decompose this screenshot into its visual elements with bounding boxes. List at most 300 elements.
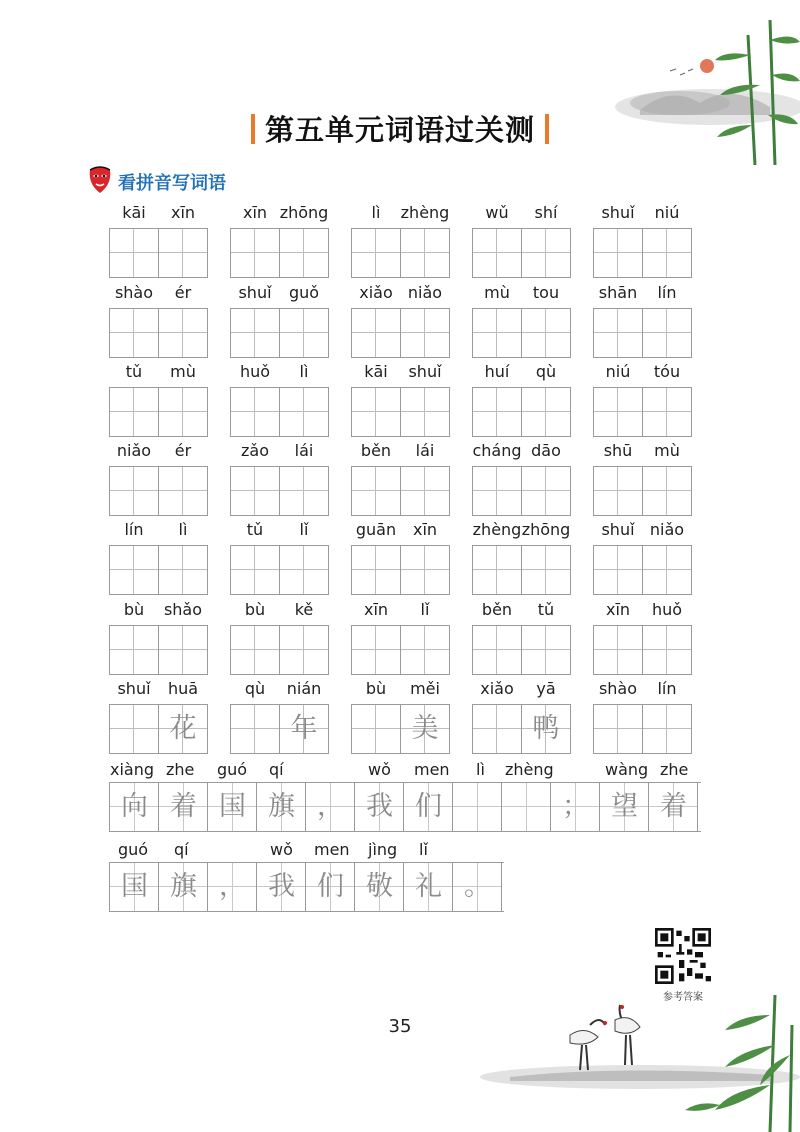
hint-character: 鸭 (532, 713, 560, 744)
writing-box[interactable] (472, 228, 522, 278)
word-exercise (351, 362, 451, 434)
pinyin-syllable: mù (654, 441, 680, 460)
writing-box[interactable] (230, 545, 280, 595)
cell-character: 着 (660, 791, 687, 822)
writing-box[interactable] (642, 387, 692, 437)
hint-character (473, 546, 521, 594)
writing-box[interactable] (593, 308, 643, 358)
word-exercise (351, 679, 451, 751)
pinyin-syllable: niǎo (116, 441, 152, 460)
word-exercise (109, 362, 209, 434)
writing-cell[interactable] (404, 863, 453, 911)
writing-box[interactable] (158, 625, 208, 675)
writing-box[interactable] (593, 545, 643, 595)
pinyin-syllable: wàng (605, 760, 649, 779)
pinyin-syllable: guó (217, 760, 248, 779)
pinyin-syllable: huǒ (651, 600, 683, 619)
writing-box[interactable] (642, 228, 692, 278)
hint-character (522, 309, 570, 357)
writing-cell[interactable] (453, 783, 502, 831)
pinyin-syllable: zǎo (241, 441, 269, 460)
hint-character (110, 546, 158, 594)
writing-box[interactable] (521, 308, 571, 358)
writing-box[interactable] (521, 545, 571, 595)
writing-box[interactable] (351, 387, 401, 437)
writing-box[interactable] (642, 308, 692, 358)
hint-character (401, 388, 449, 436)
writing-box[interactable] (158, 545, 208, 595)
pinyin-syllable: xīn (363, 600, 389, 619)
pinyin-syllable: lín (657, 679, 677, 698)
page-title-block (0, 108, 800, 149)
word-exercise (351, 203, 451, 275)
hint-character: 年 (290, 713, 318, 744)
writing-cell[interactable] (649, 783, 698, 831)
writing-box[interactable] (279, 308, 329, 358)
writing-cell[interactable] (257, 863, 306, 911)
pinyin-syllable: bù (123, 600, 145, 619)
pinyin-syllable: shí (534, 203, 558, 222)
pinyin-syllable: kě (294, 600, 314, 619)
writing-cell[interactable] (306, 863, 355, 911)
word-exercise (230, 441, 330, 513)
crane-bamboo-decoration (470, 985, 800, 1132)
hint-character (110, 626, 158, 674)
hint-character: 美 (411, 713, 439, 744)
cell-character: 着 (170, 791, 197, 822)
pinyin-syllable: nián (286, 679, 322, 698)
hint-character (401, 309, 449, 357)
writing-box[interactable] (472, 387, 522, 437)
pinyin-syllable: lín (657, 283, 677, 302)
word-exercise (593, 679, 693, 751)
hint-character (159, 229, 207, 277)
pinyin-syllable: tǔ (537, 600, 555, 619)
writing-box[interactable] (642, 704, 692, 754)
word-exercise (351, 283, 451, 355)
writing-box[interactable] (521, 625, 571, 675)
word-exercise (230, 283, 330, 355)
word-exercise (593, 441, 693, 513)
pinyin-syllable: měi (410, 679, 440, 698)
writing-box[interactable] (230, 387, 280, 437)
writing-box[interactable] (400, 308, 450, 358)
pinyin-syllable: lǐ (420, 600, 430, 619)
writing-box[interactable] (642, 625, 692, 675)
hint-character (522, 229, 570, 277)
word-exercise (351, 600, 451, 672)
pinyin-syllable: shuǐ (238, 283, 272, 302)
sentence1-writing-row (109, 782, 701, 832)
word-exercise (593, 600, 693, 672)
cell-character: 旗 (268, 791, 295, 822)
word-exercise (230, 679, 330, 751)
pinyin-syllable: shuǐ (601, 520, 635, 539)
pinyin-syllable: niǎo (649, 520, 685, 539)
pinyin-syllable: niǎo (407, 283, 443, 302)
hint-character (643, 467, 691, 515)
pinyin-syllable: qí (174, 840, 189, 859)
writing-cell[interactable] (355, 783, 404, 831)
page-title: 第五单元词语过关测 (264, 113, 535, 147)
pinyin-syllable: lái (294, 441, 314, 460)
writing-box[interactable] (521, 466, 571, 516)
writing-box[interactable] (230, 228, 280, 278)
writing-cell[interactable] (159, 863, 208, 911)
pinyin-syllable: lì (299, 362, 309, 381)
writing-cell[interactable] (306, 783, 355, 831)
hint-character (594, 467, 642, 515)
word-exercise (472, 600, 572, 672)
pinyin-syllable: ér (174, 283, 192, 302)
writing-box[interactable] (158, 387, 208, 437)
pinyin-syllable: lín (124, 520, 144, 539)
hint-character (231, 309, 279, 357)
pinyin-syllable: zhe (660, 760, 689, 779)
writing-box[interactable] (472, 545, 522, 595)
hint-character (643, 388, 691, 436)
pinyin-syllable: shuǐ (117, 679, 151, 698)
cell-character: 我 (366, 791, 393, 822)
hint-character (522, 388, 570, 436)
pinyin-syllable: cháng (472, 441, 522, 460)
hint-character (110, 229, 158, 277)
cell-character: ， (219, 871, 246, 902)
hint-character (473, 229, 521, 277)
hint-character (280, 546, 328, 594)
word-exercise (230, 520, 330, 592)
word-exercise (593, 520, 693, 592)
writing-box[interactable] (351, 625, 401, 675)
pinyin-syllable: qù (244, 679, 266, 698)
pinyin-syllable: shǎo (163, 600, 203, 619)
pinyin-syllable: wǔ (485, 203, 509, 222)
writing-box[interactable] (521, 387, 571, 437)
title-left-bar (251, 114, 255, 144)
pinyin-syllable: tóu (653, 362, 681, 381)
hint-character (401, 467, 449, 515)
cell-character: ； (562, 791, 589, 822)
pinyin-syllable: zhèng (505, 760, 554, 779)
pinyin-syllable: shuǐ (601, 203, 635, 222)
word-exercise (593, 283, 693, 355)
pinyin-syllable: kāi (122, 203, 146, 222)
writing-box[interactable] (593, 466, 643, 516)
cell-character: 礼 (415, 871, 442, 902)
cell-character (453, 783, 502, 831)
writing-box[interactable] (593, 625, 643, 675)
pinyin-syllable: yā (536, 679, 556, 698)
hint-character (473, 467, 521, 515)
writing-cell[interactable] (453, 863, 502, 911)
pinyin-syllable: dāo (531, 441, 561, 460)
writing-box[interactable] (472, 704, 522, 754)
pinyin-syllable: xiǎo (359, 283, 393, 302)
pinyin-syllable: zhèng (472, 520, 522, 539)
writing-box[interactable] (158, 466, 208, 516)
writing-box[interactable] (230, 466, 280, 516)
hint-character (231, 546, 279, 594)
pinyin-syllable: lì (178, 520, 188, 539)
cell-character: 旗 (170, 871, 197, 902)
writing-cell[interactable] (208, 863, 257, 911)
hint-character: 花 (169, 713, 197, 744)
hint-character (280, 309, 328, 357)
writing-box[interactable] (279, 466, 329, 516)
word-exercise (230, 203, 330, 275)
hint-character (352, 705, 400, 753)
pinyin-syllable: xīn (412, 520, 438, 539)
word-exercise (472, 283, 572, 355)
cell-character: 国 (121, 871, 148, 902)
pinyin-syllable: shào (598, 679, 638, 698)
hint-character (473, 705, 521, 753)
writing-box[interactable] (593, 228, 643, 278)
writing-box[interactable] (158, 308, 208, 358)
hint-character (352, 546, 400, 594)
writing-box[interactable] (279, 545, 329, 595)
hint-character (110, 705, 158, 753)
hint-character (280, 388, 328, 436)
writing-box[interactable] (230, 704, 280, 754)
hint-character (159, 309, 207, 357)
writing-box[interactable] (158, 228, 208, 278)
pinyin-syllable: bù (244, 600, 266, 619)
word-exercise (593, 362, 693, 434)
writing-box[interactable] (109, 308, 159, 358)
writing-box[interactable] (400, 625, 450, 675)
pinyin-syllable: niú (605, 362, 631, 381)
cell-character: 望 (611, 791, 638, 822)
hint-character (159, 388, 207, 436)
cell-character: 向 (121, 791, 148, 822)
word-exercise (109, 520, 209, 592)
hint-character (473, 626, 521, 674)
hint-character (110, 309, 158, 357)
writing-cell[interactable] (355, 863, 404, 911)
qr-code-icon (655, 928, 711, 984)
pinyin-syllable: lǐ (419, 840, 428, 859)
hint-character (231, 388, 279, 436)
hint-character (110, 388, 158, 436)
hint-character (594, 388, 642, 436)
pinyin-syllable: lì (371, 203, 381, 222)
hint-character (352, 309, 400, 357)
hint-character (231, 229, 279, 277)
hint-character (522, 626, 570, 674)
writing-box[interactable] (400, 387, 450, 437)
pinyin-syllable: guǒ (288, 283, 320, 302)
pinyin-syllable: lǐ (299, 520, 309, 539)
hint-character (110, 467, 158, 515)
writing-box[interactable] (279, 228, 329, 278)
writing-box[interactable] (109, 228, 159, 278)
word-exercise (472, 520, 572, 592)
pinyin-syllable: xiǎo (480, 679, 514, 698)
pinyin-syllable: zhèng (400, 203, 450, 222)
writing-box[interactable] (472, 466, 522, 516)
word-exercise (351, 520, 451, 592)
writing-box[interactable] (400, 466, 450, 516)
hint-character (280, 229, 328, 277)
pinyin-syllable: wǒ (368, 760, 391, 779)
hint-character (643, 705, 691, 753)
hint-character (352, 388, 400, 436)
writing-box[interactable] (593, 387, 643, 437)
pinyin-syllable: niú (654, 203, 680, 222)
pinyin-syllable: kāi (364, 362, 388, 381)
hint-character (594, 309, 642, 357)
pinyin-syllable: shào (114, 283, 154, 302)
hint-character (594, 705, 642, 753)
pinyin-syllable: shū (603, 441, 633, 460)
writing-box[interactable] (230, 308, 280, 358)
word-exercise (593, 203, 693, 275)
hint-character (643, 229, 691, 277)
writing-box[interactable] (230, 625, 280, 675)
pinyin-syllable: zhe (166, 760, 195, 779)
pinyin-syllable: lái (415, 441, 435, 460)
hint-character (159, 467, 207, 515)
pinyin-syllable: tou (532, 283, 560, 302)
writing-box[interactable] (472, 625, 522, 675)
writing-box[interactable] (351, 466, 401, 516)
writing-box[interactable] (593, 704, 643, 754)
writing-box[interactable] (351, 228, 401, 278)
word-exercise (472, 679, 572, 751)
writing-cell[interactable] (110, 863, 159, 911)
pinyin-syllable: qí (269, 760, 284, 779)
pinyin-syllable: zhōng (521, 520, 571, 539)
writing-box[interactable] (109, 466, 159, 516)
cell-character: 国 (219, 791, 246, 822)
writing-box[interactable] (400, 228, 450, 278)
opera-mask-icon (88, 166, 112, 194)
hint-character (401, 546, 449, 594)
pinyin-syllable: jìng (368, 840, 398, 859)
pinyin-syllable: běn (360, 441, 392, 460)
hint-character (352, 626, 400, 674)
writing-box[interactable] (279, 704, 329, 754)
pinyin-syllable: men (314, 840, 350, 859)
word-exercise (109, 600, 209, 672)
writing-cell[interactable] (600, 783, 649, 831)
hint-character (352, 467, 400, 515)
writing-box[interactable] (521, 228, 571, 278)
hint-character (231, 626, 279, 674)
pinyin-syllable: guó (118, 840, 149, 859)
hint-character (473, 388, 521, 436)
writing-cell[interactable] (551, 783, 600, 831)
qr-code-label: 参考答案 (663, 992, 703, 1003)
hint-character (159, 546, 207, 594)
cell-character: 们 (415, 791, 442, 822)
writing-box[interactable] (351, 545, 401, 595)
writing-cell[interactable] (257, 783, 306, 831)
pinyin-syllable: qù (535, 362, 557, 381)
pinyin-syllable: ér (174, 441, 192, 460)
hint-character (594, 546, 642, 594)
sentence2-writing-row (109, 862, 504, 912)
hint-character (231, 705, 279, 753)
word-exercise (230, 600, 330, 672)
word-exercise (230, 362, 330, 434)
pinyin-syllable: wǒ (270, 840, 293, 859)
word-exercise (472, 362, 572, 434)
pinyin-syllable: xīn (605, 600, 631, 619)
writing-box[interactable] (642, 466, 692, 516)
writing-box[interactable] (109, 545, 159, 595)
hint-character (352, 229, 400, 277)
writing-cell[interactable] (159, 783, 208, 831)
writing-cell[interactable] (502, 783, 551, 831)
pinyin-syllable: huǒ (239, 362, 271, 381)
pinyin-syllable: běn (481, 600, 513, 619)
writing-box[interactable] (109, 387, 159, 437)
hint-character (401, 626, 449, 674)
pinyin-syllable: bù (365, 679, 387, 698)
hint-character (643, 546, 691, 594)
hint-character (159, 626, 207, 674)
word-exercise (109, 679, 209, 751)
writing-box[interactable] (400, 704, 450, 754)
writing-box[interactable] (279, 625, 329, 675)
pinyin-syllable: tǔ (246, 520, 264, 539)
pinyin-syllable: men (414, 760, 450, 779)
pinyin-syllable: tǔ (125, 362, 143, 381)
hint-character (522, 546, 570, 594)
hint-character (280, 626, 328, 674)
writing-box[interactable] (351, 308, 401, 358)
cell-character: 们 (317, 871, 344, 902)
pinyin-syllable: lì (476, 760, 485, 779)
pinyin-syllable: xīn (242, 203, 268, 222)
word-exercise (109, 441, 209, 513)
hint-character (643, 309, 691, 357)
title-right-bar (545, 114, 549, 144)
writing-box[interactable] (351, 704, 401, 754)
pinyin-syllable: mù (484, 283, 510, 302)
hint-character (522, 467, 570, 515)
pinyin-syllable: xīn (170, 203, 196, 222)
writing-box[interactable] (472, 308, 522, 358)
word-exercise (472, 203, 572, 275)
writing-box[interactable] (642, 545, 692, 595)
hint-character (594, 229, 642, 277)
word-exercise (351, 441, 451, 513)
writing-box[interactable] (521, 704, 571, 754)
writing-box[interactable] (158, 704, 208, 754)
writing-box[interactable] (279, 387, 329, 437)
pinyin-syllable: guān (355, 520, 397, 539)
word-exercise (472, 441, 572, 513)
word-exercise (109, 283, 209, 355)
writing-cell[interactable] (110, 783, 159, 831)
pinyin-syllable: xiàng (110, 760, 155, 779)
hint-character (473, 309, 521, 357)
writing-cell[interactable] (404, 783, 453, 831)
hint-character (401, 229, 449, 277)
writing-cell[interactable] (208, 783, 257, 831)
cell-character: ， (317, 791, 344, 822)
writing-box[interactable] (109, 704, 159, 754)
writing-box[interactable] (109, 625, 159, 675)
hint-character (231, 467, 279, 515)
writing-box[interactable] (400, 545, 450, 595)
cell-character: 我 (268, 871, 295, 902)
cell-character: 敬 (366, 871, 393, 902)
section-label: 看拼音写词语 (118, 173, 226, 194)
